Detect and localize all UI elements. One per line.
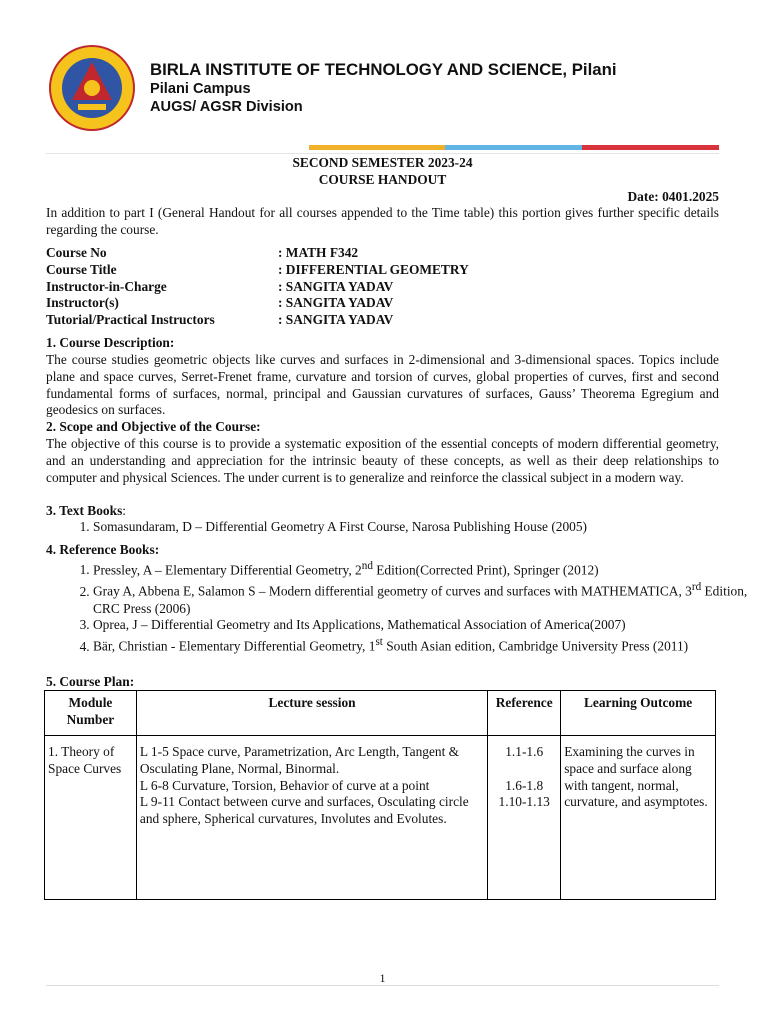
instructor-in-charge-value: : SANGITA YADAV xyxy=(278,279,394,294)
course-title-value: : DIFFERENTIAL GEOMETRY xyxy=(278,262,469,277)
document-date: Date: 0401.2025 xyxy=(627,189,719,204)
instructor-in-charge-label: Instructor-in-Charge xyxy=(46,279,167,294)
reference-book-item: 2. Gray A, Abbena E, Salamon S – Modern differential geometry of curves and surfaces with MATHEMATICA, 3rd Edition, CRC Press (2006) xyxy=(93,579,768,617)
text-book-item: 1. Somasundaram, D – Differential Geometry A First Course, Narosa Publishing House (2005) xyxy=(93,519,768,536)
course-no-label: Course No xyxy=(46,245,107,260)
text-books-heading-line xyxy=(46,503,126,519)
reference-book-item: 1. Pressley, A – Elementary Differential Geometry, 2nd Edition(Corrected Print), Springer (2012) xyxy=(93,558,768,579)
page-number: 1 xyxy=(379,971,386,985)
course-plan-table xyxy=(44,690,716,900)
reference-books-heading: 4. Reference Books: xyxy=(46,542,160,557)
campus-name: Pilani Campus xyxy=(150,81,251,97)
instructors-label: Instructor(s) xyxy=(46,295,119,310)
column-header-outcome: Learning Outcome xyxy=(561,691,716,736)
course-no-value: : MATH F342 xyxy=(278,245,359,260)
semester-title: SECOND SEMESTER 2023-24 xyxy=(292,155,473,170)
reference-book-item: 3. Oprea, J – Differential Geometry and Its Applications, Mathematical Association of America(2007) xyxy=(93,617,768,634)
header-color-bar xyxy=(309,145,719,150)
course-description-heading: 1. Course Description: xyxy=(46,335,175,350)
text-books-colon: : xyxy=(122,503,127,518)
column-header-reference: Reference xyxy=(488,691,561,736)
document-title: COURSE HANDOUT xyxy=(318,172,447,187)
lecture-cell xyxy=(136,736,487,900)
lecture-item: L 9-11 Contact between curve and surfaces, Osculating circle and sphere, Spherical curvatures, Involutes and Evolutes. xyxy=(139,794,469,827)
reference-item: 1.6-1.8 xyxy=(505,777,544,793)
intro-paragraph: In addition to part I (General Handout for all courses appended to the Time table) this portion gives further specific details regarding the course. xyxy=(46,205,719,237)
reference-item: 1.1-1.6 xyxy=(505,744,544,759)
footer-divider xyxy=(46,985,719,986)
reference-book-item: 4. Bär, Christian - Elementary Differential Geometry, 1st South Asian edition, Cambridge University Press (2011) xyxy=(93,634,768,655)
lecture-item: L 1-5 Space curve, Parametrization, Arc Length, Tangent & Osculating Plane, Normal, Binormal. xyxy=(139,744,460,776)
table-header-row xyxy=(45,691,716,736)
lecture-item: L 6-8 Curvature, Torsion, Behavior of curve at a point xyxy=(139,777,430,793)
column-header-lecture: Lecture session xyxy=(136,691,487,736)
tutorial-instructors-value: : SANGITA YADAV xyxy=(278,312,394,327)
header-divider xyxy=(46,153,719,154)
text-books-heading: 3. Text Books xyxy=(46,503,123,518)
instructors-value: : SANGITA YADAV xyxy=(278,295,394,310)
reference-cell xyxy=(488,736,561,900)
reference-books-list xyxy=(46,558,768,655)
course-title-label: Course Title xyxy=(46,262,117,277)
outcome-cell: Examining the curves in space and surface along with tangent, normal, curvature, and asymptotes. xyxy=(561,736,716,900)
column-header-module: Module Number xyxy=(45,691,137,736)
table-row xyxy=(45,736,716,900)
module-cell: 1. Theory of Space Curves xyxy=(45,736,137,900)
course-description-text: The course studies geometric objects like curves and surfaces in 2-dimensional and 3-dimensional spaces. Topics include plane and space curves, Serret-Frenet frame, curvature and torsion of curves, global properties of curves, first and second fundamental forms of surfaces, normal, principal and Gaussian curvatures of surfaces, Gauss’ Theorema Egregium and geodesics on surfaces. xyxy=(46,352,719,418)
course-plan-heading: 5. Course Plan: xyxy=(46,674,135,689)
institute-name: BIRLA INSTITUTE OF TECHNOLOGY AND SCIENCE, Pilani xyxy=(150,60,617,79)
institute-logo xyxy=(48,44,136,132)
scope-text: The objective of this course is to provide a systematic exposition of the essential concepts of modern differential geometry, and an understanding and appreciation for the intrinsic beauty of these concepts, as well as their deep relationships to computer and physical Sciences. The under current is to generalize and reinforce the classical subject in a modern way. xyxy=(46,436,719,485)
tutorial-instructors-label: Tutorial/Practical Instructors xyxy=(46,312,215,327)
text-books-list xyxy=(46,519,768,536)
scope-heading: 2. Scope and Objective of the Course: xyxy=(46,419,261,434)
division-name: AUGS/ AGSR Division xyxy=(150,99,303,115)
reference-item: 1.10-1.13 xyxy=(498,794,550,810)
